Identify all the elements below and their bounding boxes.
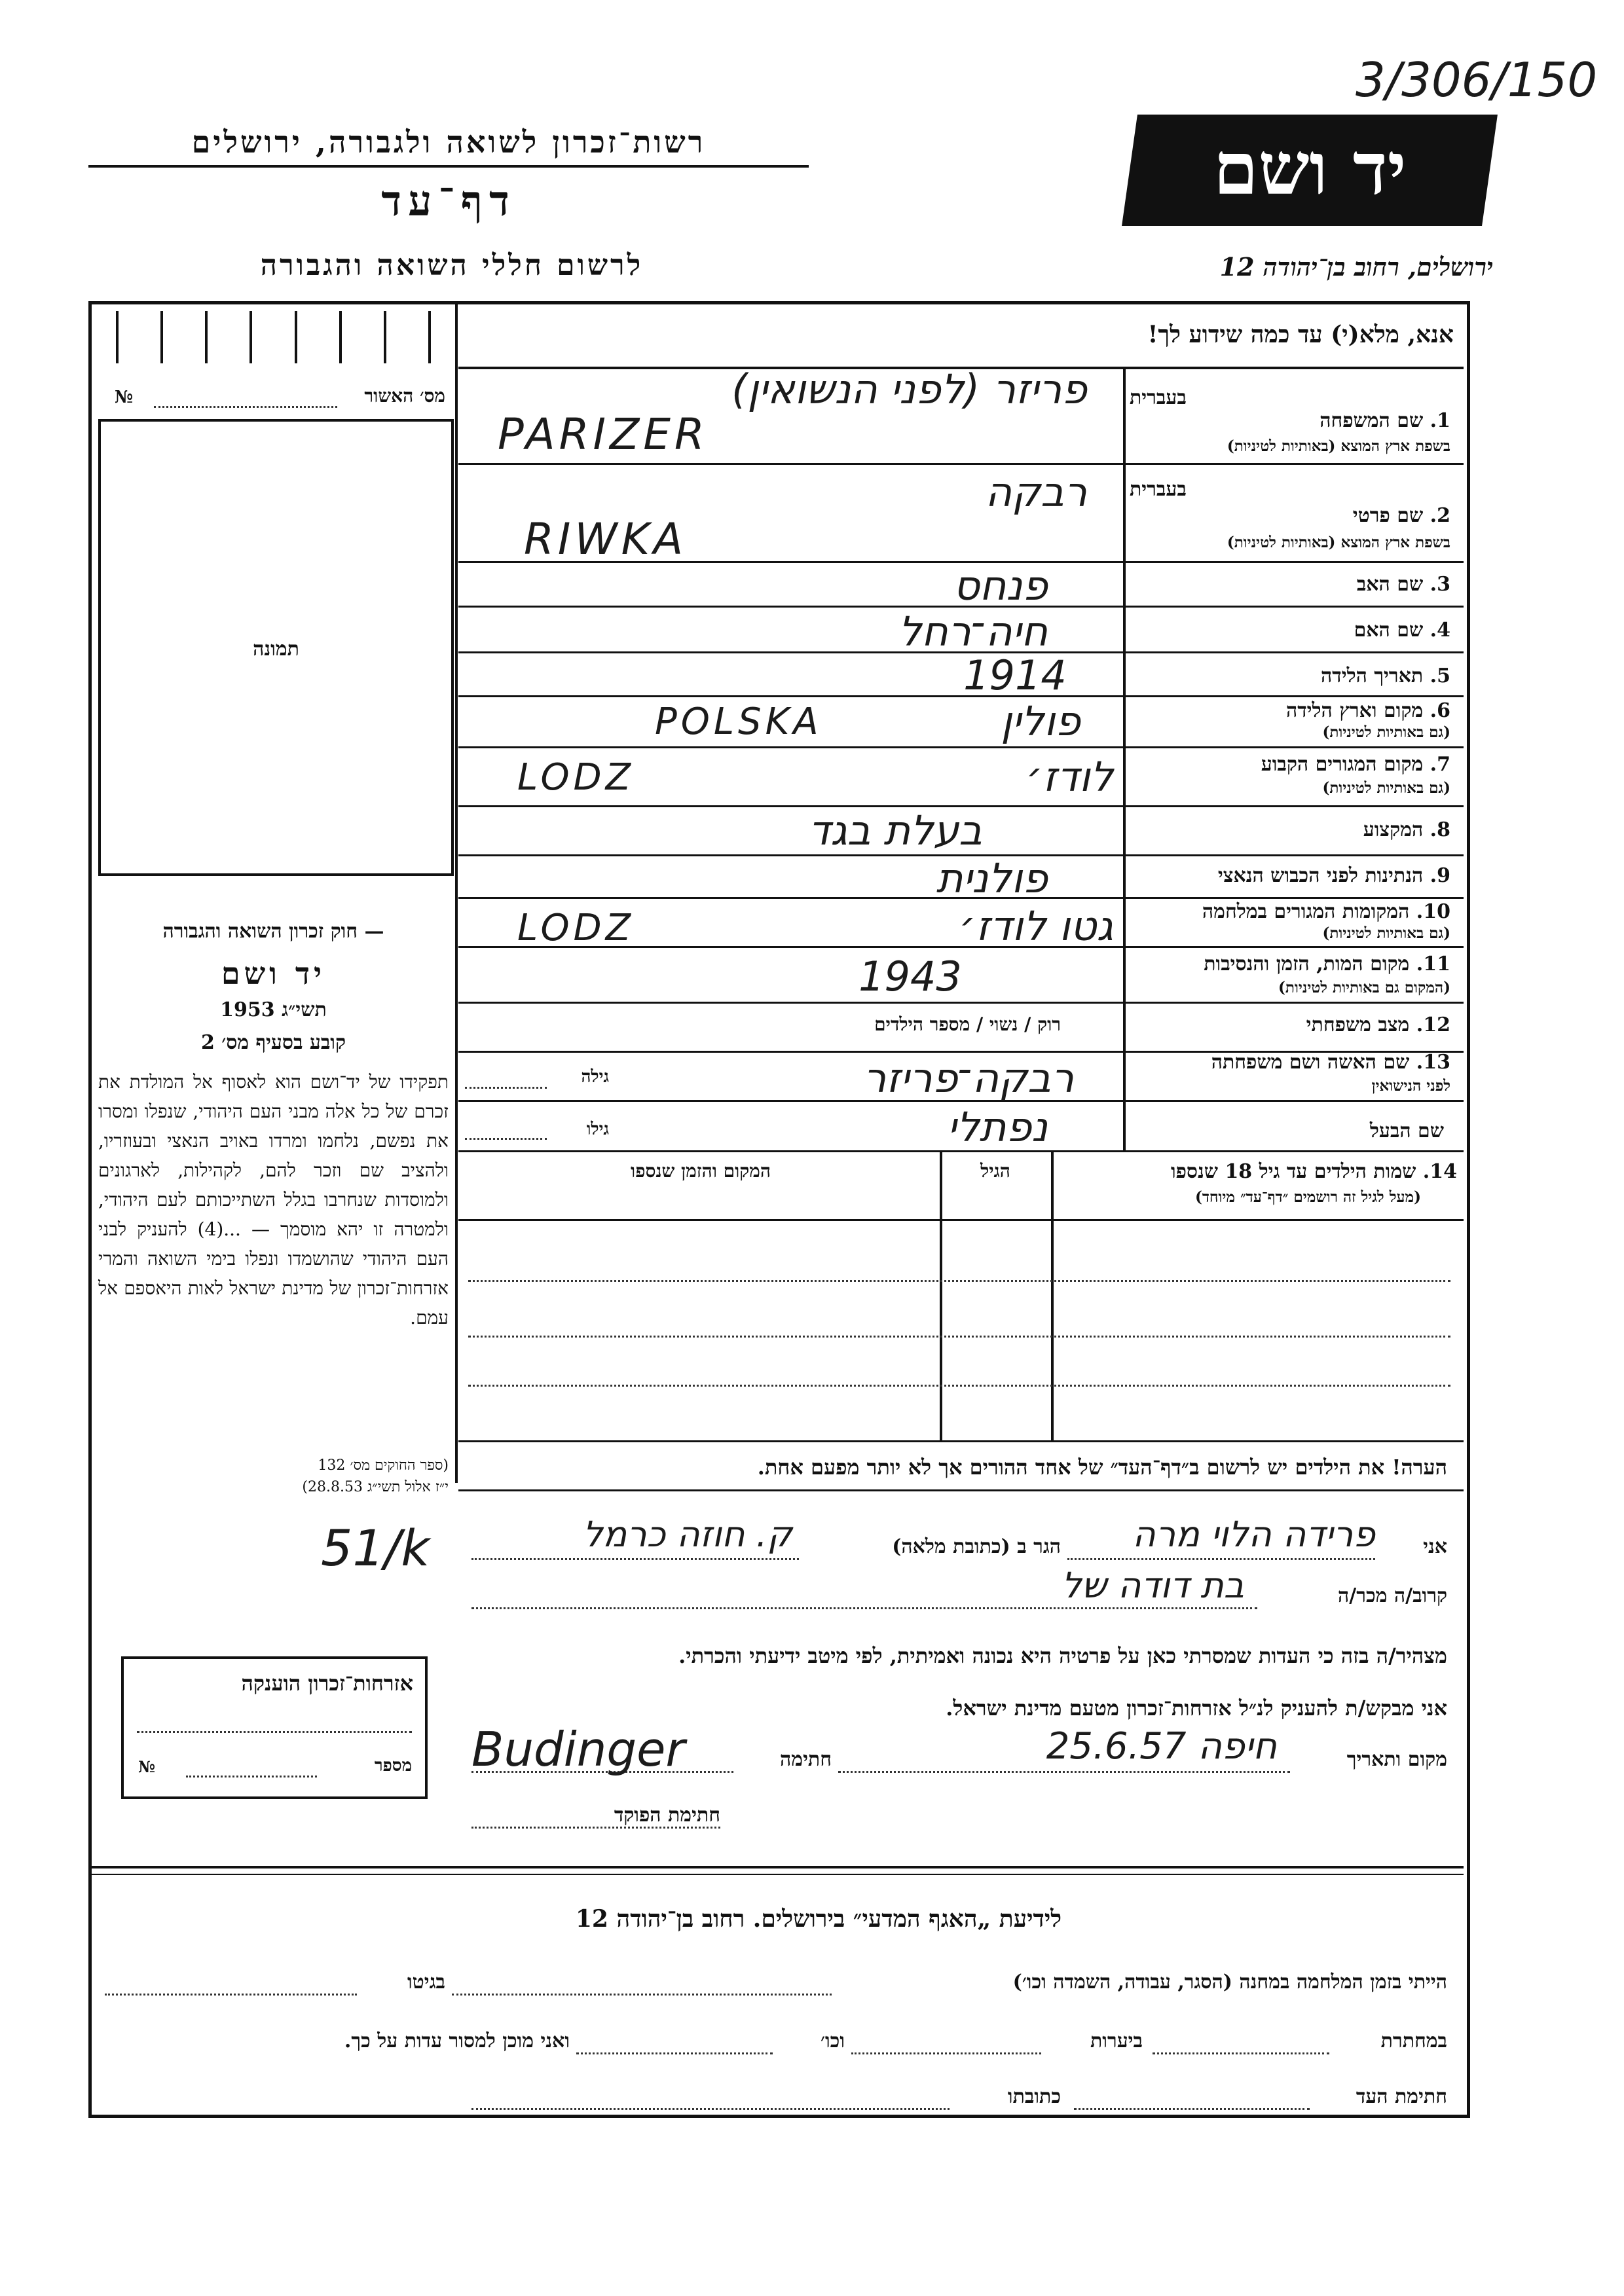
bottom-ghetto-line[interactable] <box>105 1994 357 1995</box>
code-ticks <box>95 311 452 363</box>
field-13-age-label: גילה <box>581 1067 609 1087</box>
photo-label: תמונה <box>253 638 299 661</box>
declaration-text: מצהיר/ה בזה כי העדות שמסרתי כאן על פרטיה היא נכונה ואמיתית, לפי מיטב ידיעתי והכרתי. <box>678 1643 1447 1668</box>
request-text: אני מבקש/ת להעניק לנ״ל אזרחות־זכרון מטעם מדינת ישראל. <box>946 1696 1447 1721</box>
children-header-rule <box>458 1219 1464 1221</box>
archive-number: 3/306/150 <box>1356 52 1598 107</box>
field-4-value[interactable]: חיה־רחל <box>898 608 1048 655</box>
field-11-value[interactable]: 1943 <box>858 953 962 1000</box>
citizenship-number-label: מספר <box>374 1756 412 1776</box>
logo-text: יד ושם <box>1213 126 1407 211</box>
citizenship-number-line[interactable] <box>186 1776 317 1777</box>
bottom-line2-d: ואני מוכן למסור עדות על כך. <box>344 2030 570 2052</box>
law-text: תפקידו של יד־ושם הוא לאסוף אל המולדת את זכרם של כל אלה מבני העם היהודי, שנפלו ומסרו את נפשם, נלחמו ומרדו באויב הנאצי ובעוזריו, ולהציב שם וזכר להם, לקהילות, לארגונים ולמוסדות שנחרבו בגלל השתייכותם לעם היהודי, ולמטרה זו יהא מוסמך — ...(4) להעניק לבני העם היהודי שהושמדו ונפלו בימי השואה והמרי אזרחות־זכרון של מדינת ישראל לאות היאספם אל עמם. <box>98 1071 449 1328</box>
signature-value[interactable]: Budinger <box>471 1722 685 1777</box>
field-6-label: מקום וארץ הלידה <box>1285 699 1424 722</box>
yad-vashem-logo <box>1122 115 1498 226</box>
bottom-address-line[interactable] <box>471 2108 950 2110</box>
field-13-value[interactable]: רבקה־פריזר <box>863 1054 1074 1102</box>
children-bottom-rule <box>458 1440 1464 1442</box>
form-subtitle: לרשום חללי השואה והגבורה <box>260 249 644 282</box>
declarant-relative-label: קרוב/ה מכר/ה <box>1338 1584 1447 1607</box>
field-2-value-he[interactable]: רבקה <box>985 468 1087 516</box>
left-column-divider <box>455 304 458 1483</box>
field-12-value[interactable]: רוק / נשוי / מספר הילדים <box>874 1013 1061 1035</box>
field-2-num: 2. <box>1430 504 1450 527</box>
label-column-divider <box>1123 368 1126 1150</box>
declarant-address-line[interactable] <box>471 1558 799 1560</box>
law-ref-1: (ספר החוקים מס׳ 132 <box>318 1457 449 1474</box>
law-section: קובע בסעיף מס׳ 2 <box>200 1031 346 1054</box>
clerk-signature-line[interactable] <box>471 1827 720 1829</box>
clerk-signature-label: חתימת הפוקד <box>614 1804 720 1827</box>
field-7-value-lat[interactable]: LODZ <box>517 756 635 799</box>
field-8-value[interactable]: בעלת בגד <box>808 807 982 854</box>
note-rule <box>458 1489 1464 1491</box>
place-date-line[interactable] <box>838 1771 1290 1773</box>
bottom-line3-b: כתובתו <box>1007 2085 1061 2108</box>
field-1-label-wrap <box>1130 409 1450 432</box>
field-4-num: 4. <box>1430 619 1450 642</box>
field-3-num: 3. <box>1430 573 1450 596</box>
bottom-line1-b: בגיטו <box>407 1971 445 1994</box>
field-5-value[interactable]: 1914 <box>963 651 1067 699</box>
bottom-rule-2 <box>92 1874 1464 1875</box>
field-husband-label: שם הבעל <box>1369 1120 1444 1142</box>
field-8-label: המקצוע <box>1363 818 1424 841</box>
authority-name: רשות־זכרון לשואה ולגבורה, ירושלים <box>191 124 706 160</box>
declarant-relative-line[interactable] <box>471 1607 1257 1609</box>
handwritten-mark: 51/k <box>321 1519 430 1577</box>
children-col-divider <box>1051 1152 1054 1440</box>
bottom-line2-a: במחתרת <box>1380 2030 1447 2052</box>
approval-number-line[interactable] <box>154 406 337 408</box>
field-4-label: שם האם <box>1354 619 1424 642</box>
field-3-value[interactable]: פנחס <box>953 562 1048 610</box>
field-1-value-lat[interactable]: PARIZER <box>498 409 709 460</box>
children-label: שמות הילדים עד גיל 18 שנספו <box>1170 1160 1416 1183</box>
children-row[interactable] <box>468 1385 1450 1387</box>
header-rule <box>88 165 809 168</box>
field-13-num: 13. <box>1416 1051 1450 1074</box>
children-col-age: הגיל <box>980 1160 1010 1182</box>
field-12-num: 12. <box>1416 1013 1450 1036</box>
declarant-name-line[interactable] <box>1067 1558 1375 1560</box>
address: ירושלים, רחוב בן־יהודה 12 <box>1219 252 1493 282</box>
field-11-label: מקום המות, הזמן והנסיבות <box>1204 953 1410 975</box>
field-2-lang: בעברית <box>1130 478 1187 501</box>
field-13-label: שם האשה ושם משפחתה <box>1211 1051 1410 1074</box>
row-divider <box>458 746 1464 748</box>
note-text: הערה! את הילדים יש לרשום ב״דף־העד״ של אחד ההורים אך לא יותר מפעם אחת. <box>757 1455 1447 1480</box>
bottom-line2-c: וכו׳ <box>821 2030 845 2052</box>
field-10-label: המקומות המגורים במלחמה <box>1202 900 1410 923</box>
bottom-underground-line[interactable] <box>1153 2052 1329 2054</box>
field-9-value[interactable]: פולנית <box>936 854 1048 902</box>
citizenship-no-sign: № <box>138 1757 156 1776</box>
bottom-line1-a: הייתי בזמן המלחמה במחנה (הסגר, עבודה, השמדה וכו׳) <box>1012 1971 1447 1994</box>
field-6-value-lat[interactable]: POLSKA <box>655 701 822 743</box>
law-title: — חוק זכרון השואה והגבורה <box>162 920 384 943</box>
field-9-label: הנתינות לפני הכבוש הנאצי <box>1217 864 1424 887</box>
place-date-label: מקום ותאריך <box>1346 1748 1447 1771</box>
declarant-address-value[interactable]: ק. חוזה כרמל <box>582 1514 792 1555</box>
field-9-num: 9. <box>1430 864 1450 887</box>
row-divider <box>458 1002 1464 1004</box>
field-husband-age-label: גילו <box>586 1120 609 1139</box>
photo-box <box>98 419 454 876</box>
field-10-sub: (גם באותיות לטיניות) <box>1322 924 1450 942</box>
declarant-lives-label: הגר ב (כתובת מלאה) <box>892 1535 1061 1558</box>
field-1-label: שם המשפחה <box>1320 409 1424 432</box>
place-date-value[interactable]: חיפה 25.6.57 <box>1046 1725 1277 1768</box>
bottom-camp-line[interactable] <box>452 1994 832 1995</box>
field-7-sub: (גם באותיות לטיניות) <box>1322 779 1450 797</box>
field-6-value-he[interactable]: פולין <box>1001 697 1080 745</box>
field-husband-age-line[interactable] <box>465 1138 547 1140</box>
law-name: יד ושם <box>221 956 326 991</box>
children-row[interactable] <box>468 1336 1450 1338</box>
field-7-num: 7. <box>1430 753 1450 776</box>
citizenship-line[interactable] <box>137 1731 412 1733</box>
citizenship-box-title: אזרחות־זכרון הוענקה <box>241 1671 413 1696</box>
field-13-age-line[interactable] <box>465 1087 547 1089</box>
field-1-num: 1. <box>1430 409 1450 432</box>
bottom-etc-line[interactable] <box>576 2052 773 2054</box>
field-husband-value[interactable]: נפתלי <box>947 1103 1048 1151</box>
field-6-num: 6. <box>1430 699 1450 722</box>
children-num: 14. <box>1422 1160 1457 1183</box>
citizenship-box <box>121 1656 428 1799</box>
declarant-relative-value[interactable]: בת דודה של <box>1061 1565 1244 1606</box>
row-divider <box>458 463 1464 465</box>
field-2-value-lat[interactable]: RIWKA <box>524 514 688 564</box>
field-10-value-he[interactable]: גטו לודז׳ <box>959 902 1113 950</box>
declarant-name-value[interactable]: פרידה הלוי מרה <box>1132 1514 1375 1555</box>
field-1-lang: בעברית <box>1130 386 1187 409</box>
field-5-num: 5. <box>1430 665 1450 687</box>
field-1-sub: בשפת ארץ המוצא (באותיות לטיניות) <box>1227 437 1450 455</box>
bottom-witness-signature-line[interactable] <box>1074 2108 1310 2110</box>
law-year: תשי״ג 1953 <box>220 998 327 1021</box>
field-8-num: 8. <box>1430 818 1450 841</box>
bottom-line3-a: חתימת העד <box>1356 2085 1447 2108</box>
bottom-heading: לידיעת „האגף המדעי״ בירושלים. רחוב בן־יהודה 12 <box>575 1905 1062 1933</box>
field-10-num: 10. <box>1416 900 1450 923</box>
field-6-sub: (גם באותיות לטיניות) <box>1322 723 1450 741</box>
field-1-value-he[interactable]: פריזר (לפני הנשואין) <box>731 365 1087 413</box>
field-12-label: מצב משפחתי <box>1306 1013 1410 1036</box>
field-10-value-lat[interactable]: LODZ <box>517 907 635 949</box>
children-row[interactable] <box>468 1280 1450 1282</box>
children-sub: (מעל לגיל זה רושמים ״דף־עד״ מיוחד) <box>1194 1188 1421 1206</box>
intro-text: אנא, מלא(י) עד כמה שידוע לך! <box>1147 321 1454 348</box>
children-col-divider <box>940 1152 942 1440</box>
children-col-place: המקום והזמן שנספו <box>631 1160 771 1182</box>
approval-label: מס׳ האשור <box>364 385 445 407</box>
bottom-forests-line[interactable] <box>851 2052 1041 2054</box>
bottom-line2-b: ביערות <box>1090 2030 1143 2052</box>
field-11-num: 11. <box>1416 953 1450 975</box>
field-2-sub: בשפת ארץ המוצא (באותיות לטיניות) <box>1227 534 1450 551</box>
field-2-label-wrap <box>1130 504 1450 527</box>
approval-no-sign: № <box>115 388 134 407</box>
field-11-sub: (המקום גם באותיות לטיניות) <box>1278 979 1450 996</box>
declarant-i-label: אני <box>1423 1535 1447 1558</box>
signature-label: חתימה <box>780 1748 832 1771</box>
field-7-value-he[interactable]: לודז׳ <box>1025 753 1113 801</box>
law-ref-2: י״ז אלול תשי״ג 28.8.53) <box>302 1479 449 1495</box>
field-5-label: תאריך הלידה <box>1321 665 1424 687</box>
bottom-rule-1 <box>92 1866 1464 1868</box>
field-3-label: שם האב <box>1356 573 1424 596</box>
field-13-sub: לפני הנישואין <box>1371 1077 1450 1095</box>
field-2-label: שם פרטי <box>1352 504 1424 527</box>
form-title: דף־עד <box>381 177 516 226</box>
field-7-label: מקום המגורים הקבוע <box>1261 753 1424 776</box>
